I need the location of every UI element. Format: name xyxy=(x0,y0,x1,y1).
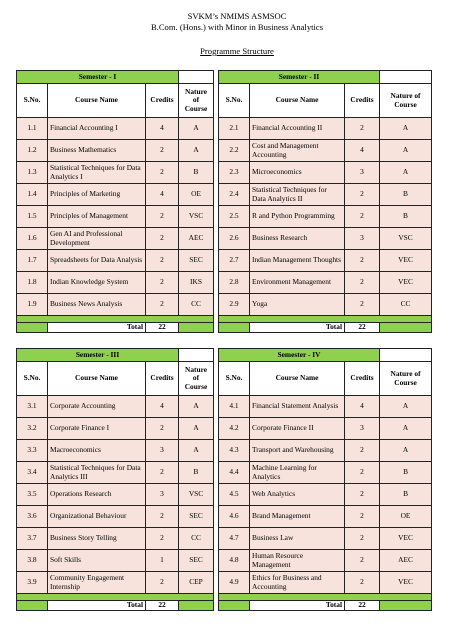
course-name: Business Mathematics xyxy=(48,140,146,162)
course-code: 4.9 xyxy=(219,572,250,594)
course-name: Cost and Management Accounting xyxy=(250,140,345,162)
course-code: 4.3 xyxy=(219,440,250,462)
course-nature: VEC xyxy=(380,528,432,550)
course-name: Principles of Management xyxy=(48,206,146,228)
column-header-course: Course Name xyxy=(250,84,345,118)
course-nature: VEC xyxy=(380,572,432,594)
course-credits: 2 xyxy=(146,140,179,162)
course-nature: A xyxy=(380,440,432,462)
course-code: 3.4 xyxy=(17,462,48,484)
course-credits: 2 xyxy=(345,184,380,206)
course-nature: A xyxy=(179,396,214,418)
course-name: Statistical Techniques for Data Analytics II xyxy=(250,184,345,206)
total-label: Total xyxy=(48,323,146,333)
semester-title: Semester - IV xyxy=(219,349,380,362)
course-name: Business Research xyxy=(250,228,345,250)
course-credits: 2 xyxy=(146,250,179,272)
course-nature: A xyxy=(380,162,432,184)
course-credits: 3 xyxy=(345,162,380,184)
course-name: Environment Management xyxy=(250,272,345,294)
course-name: Corporate Finance I xyxy=(48,418,146,440)
course-name: Transport and Warehousing xyxy=(250,440,345,462)
course-nature: A xyxy=(380,118,432,140)
course-credits: 2 xyxy=(146,506,179,528)
course-name: Business News Analysis xyxy=(48,294,146,316)
course-nature: CEP xyxy=(179,572,214,594)
course-credits: 2 xyxy=(345,572,380,594)
course-nature: A xyxy=(380,396,432,418)
course-code: 3.1 xyxy=(17,396,48,418)
course-nature: OE xyxy=(380,506,432,528)
course-nature: CC xyxy=(179,294,214,316)
course-nature: OE xyxy=(179,184,214,206)
course-nature: B xyxy=(380,484,432,506)
course-code: 4.7 xyxy=(219,528,250,550)
course-credits: 2 xyxy=(345,528,380,550)
course-code: 2.5 xyxy=(219,206,250,228)
course-name: Business Story Telling xyxy=(48,528,146,550)
course-name: Soft Skills xyxy=(48,550,146,572)
column-header-course: Course Name xyxy=(48,84,146,118)
course-credits: 3 xyxy=(146,440,179,462)
course-code: 2.9 xyxy=(219,294,250,316)
course-code: 2.3 xyxy=(219,162,250,184)
course-name: Corporate Accounting xyxy=(48,396,146,418)
course-code: 1.8 xyxy=(17,272,48,294)
course-code: 4.5 xyxy=(219,484,250,506)
course-nature: VSC xyxy=(179,206,214,228)
course-name: Indian Knowledge System xyxy=(48,272,146,294)
course-credits: 4 xyxy=(146,184,179,206)
course-name: Financial Statement Analysis xyxy=(250,396,345,418)
course-code: 4.2 xyxy=(219,418,250,440)
total-label: Total xyxy=(250,323,345,333)
column-header-sno: S.No. xyxy=(219,362,250,396)
course-name: Ethics for Business and Accounting xyxy=(250,572,345,594)
course-code: 1.1 xyxy=(17,118,48,140)
total-credits: 22 xyxy=(146,323,179,333)
course-code: 3.6 xyxy=(17,506,48,528)
course-nature: A xyxy=(179,140,214,162)
section-title: Programme Structure xyxy=(200,46,274,56)
course-code: 4.1 xyxy=(219,396,250,418)
course-nature: IKS xyxy=(179,272,214,294)
course-code: 1.6 xyxy=(17,228,48,250)
course-nature: B xyxy=(380,462,432,484)
course-code: 2.2 xyxy=(219,140,250,162)
column-header-credits: Credits xyxy=(146,84,179,118)
course-code: 1.9 xyxy=(17,294,48,316)
total-label: Total xyxy=(250,601,345,611)
semester-table-3-4 xyxy=(16,348,432,611)
course-nature: CC xyxy=(380,294,432,316)
course-code: 4.8 xyxy=(219,550,250,572)
course-credits: 4 xyxy=(146,396,179,418)
course-name: Business Law xyxy=(250,528,345,550)
course-name: Human Resource Management xyxy=(250,550,345,572)
semester-table-1-2 xyxy=(16,70,432,333)
course-name: Operations Research xyxy=(48,484,146,506)
separator xyxy=(17,594,214,601)
column-header-course: Course Name xyxy=(48,362,146,396)
course-credits: 2 xyxy=(146,528,179,550)
course-nature: VSC xyxy=(380,228,432,250)
column-header-sno: S.No. xyxy=(17,362,48,396)
course-nature: SEC xyxy=(179,250,214,272)
course-name: Macroeconomics xyxy=(48,440,146,462)
course-name: Organizational Behaviour xyxy=(48,506,146,528)
course-credits: 2 xyxy=(146,294,179,316)
course-nature: B xyxy=(179,162,214,184)
course-credits: 3 xyxy=(146,484,179,506)
course-nature: SEC xyxy=(179,506,214,528)
course-name: Microeconomics xyxy=(250,162,345,184)
course-name: R and Python Programming xyxy=(250,206,345,228)
course-nature: B xyxy=(380,184,432,206)
column-header-nature: Nature of Course xyxy=(380,362,432,396)
course-nature: AEC xyxy=(179,228,214,250)
course-credits: 1 xyxy=(146,550,179,572)
course-code: 3.9 xyxy=(17,572,48,594)
course-code: 1.4 xyxy=(17,184,48,206)
course-credits: 2 xyxy=(345,118,380,140)
course-name: Yoga xyxy=(250,294,345,316)
course-name: Statistical Techniques for Data Analytics III xyxy=(48,462,146,484)
course-credits: 3 xyxy=(345,228,380,250)
course-name: Spreadsheets for Data Analysis xyxy=(48,250,146,272)
column-header-nature: Nature of Course xyxy=(179,362,214,396)
course-credits: 4 xyxy=(345,396,380,418)
separator xyxy=(17,316,214,323)
course-credits: 2 xyxy=(146,572,179,594)
course-credits: 2 xyxy=(345,272,380,294)
course-nature: A xyxy=(179,440,214,462)
separator xyxy=(219,594,432,601)
course-credits: 4 xyxy=(146,118,179,140)
course-code: 2.1 xyxy=(219,118,250,140)
course-credits: 2 xyxy=(345,462,380,484)
course-nature: VEC xyxy=(380,250,432,272)
course-nature: VSC xyxy=(179,484,214,506)
course-code: 2.6 xyxy=(219,228,250,250)
column-header-sno: S.No. xyxy=(17,84,48,118)
course-name: Principles of Marketing xyxy=(48,184,146,206)
semester-title: Semester - II xyxy=(219,71,380,84)
course-credits: 2 xyxy=(345,440,380,462)
course-credits: 2 xyxy=(146,462,179,484)
course-code: 1.7 xyxy=(17,250,48,272)
separator xyxy=(219,316,432,323)
course-credits: 4 xyxy=(345,140,380,162)
course-code: 3.3 xyxy=(17,440,48,462)
column-header-course: Course Name xyxy=(250,362,345,396)
programme-title: B.Com. (Hons.) with Minor in Business Analytics xyxy=(150,22,324,32)
course-nature: A xyxy=(179,418,214,440)
course-credits: 2 xyxy=(146,272,179,294)
course-credits: 2 xyxy=(345,206,380,228)
course-code: 2.7 xyxy=(219,250,250,272)
course-code: 3.2 xyxy=(17,418,48,440)
column-header-credits: Credits xyxy=(146,362,179,396)
course-nature: SEC xyxy=(179,550,214,572)
course-code: 1.5 xyxy=(17,206,48,228)
course-credits: 2 xyxy=(345,506,380,528)
course-credits: 2 xyxy=(345,250,380,272)
institution-title: SVKM’s NMIMS ASMSOC xyxy=(187,11,287,21)
course-name: Financial Accounting II xyxy=(250,118,345,140)
course-nature: A xyxy=(380,140,432,162)
total-credits: 22 xyxy=(345,323,380,333)
course-credits: 3 xyxy=(345,418,380,440)
column-header-credits: Credits xyxy=(345,84,380,118)
course-name: Corporate Finance II xyxy=(250,418,345,440)
course-code: 3.7 xyxy=(17,528,48,550)
course-nature: CC xyxy=(179,528,214,550)
course-name: Gen AI and Professional Development xyxy=(48,228,146,250)
course-code: 3.5 xyxy=(17,484,48,506)
course-credits: 2 xyxy=(345,484,380,506)
course-name: Machine Learning for Analytics xyxy=(250,462,345,484)
course-credits: 2 xyxy=(345,550,380,572)
total-label: Total xyxy=(48,601,146,611)
course-code: 4.4 xyxy=(219,462,250,484)
total-credits: 22 xyxy=(345,601,380,611)
column-header-sno: S.No. xyxy=(219,84,250,118)
column-header-nature: Nature of Course xyxy=(179,84,214,118)
course-code: 1.2 xyxy=(17,140,48,162)
semester-title: Semester - III xyxy=(17,349,179,362)
course-code: 2.8 xyxy=(219,272,250,294)
course-code: 4.6 xyxy=(219,506,250,528)
course-nature: B xyxy=(380,206,432,228)
course-credits: 2 xyxy=(146,206,179,228)
course-nature: AEC xyxy=(380,550,432,572)
course-nature: A xyxy=(380,418,432,440)
course-name: Financial Accounting I xyxy=(48,118,146,140)
course-credits: 2 xyxy=(146,418,179,440)
course-name: Web Analytics xyxy=(250,484,345,506)
column-header-nature: Nature of Course xyxy=(380,84,432,118)
course-name: Brand Management xyxy=(250,506,345,528)
course-name: Community Engagement Internship xyxy=(48,572,146,594)
semester-title: Semester - I xyxy=(17,71,179,84)
course-nature: VEC xyxy=(380,272,432,294)
course-credits: 2 xyxy=(146,162,179,184)
course-credits: 2 xyxy=(345,294,380,316)
column-header-credits: Credits xyxy=(345,362,380,396)
total-credits: 22 xyxy=(146,601,179,611)
course-name: Indian Management Thoughts xyxy=(250,250,345,272)
course-credits: 2 xyxy=(146,228,179,250)
course-nature: A xyxy=(179,118,214,140)
course-nature: B xyxy=(179,462,214,484)
course-name: Statistical Techniques for Data Analytics I xyxy=(48,162,146,184)
course-code: 1.3 xyxy=(17,162,48,184)
course-code: 2.4 xyxy=(219,184,250,206)
course-code: 3.8 xyxy=(17,550,48,572)
